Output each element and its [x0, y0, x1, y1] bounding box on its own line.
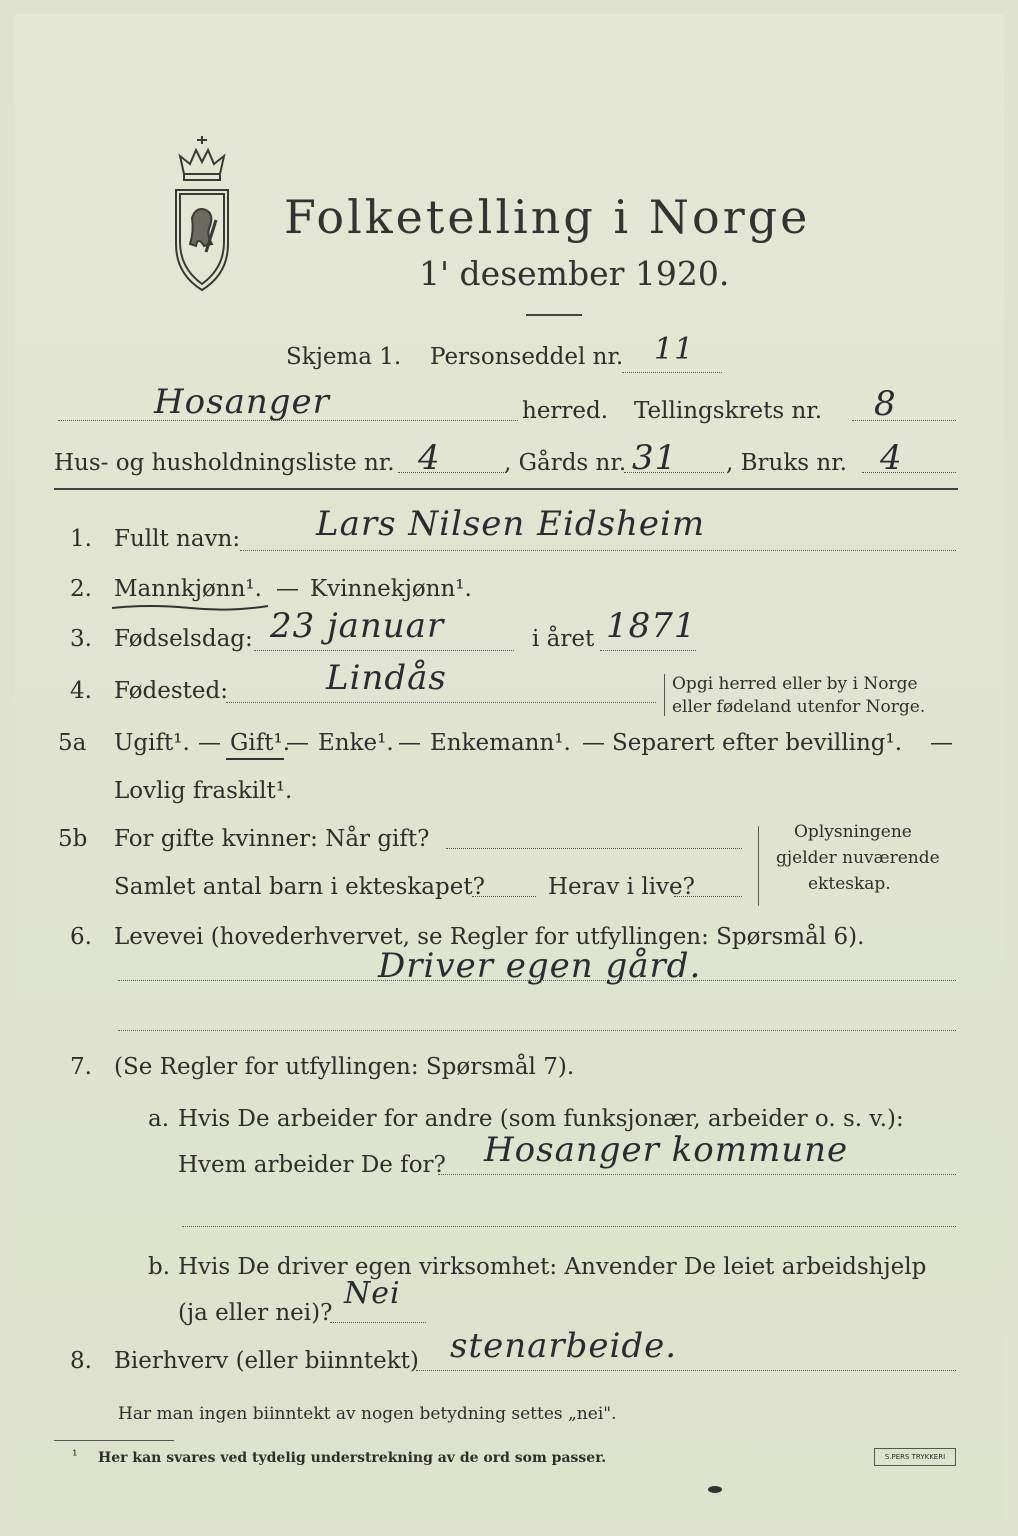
q3-label: Fødselsdag:	[114, 626, 253, 652]
status-separert: Separert efter bevilling¹.	[612, 730, 903, 756]
full-name-value: Lars Nilsen Eidsheim	[316, 504, 706, 544]
q6-label: Levevei (hovederhvervet, se Regler for utfyllingen: Spørsmål 6).	[114, 924, 865, 950]
employer-value: Hosanger kommune	[484, 1130, 849, 1170]
q7b-label-2: (ja eller nei)?	[178, 1300, 333, 1326]
bruks-label: , Bruks nr.	[726, 450, 847, 476]
herred-value: Hosanger	[154, 382, 330, 422]
birthplace-note-bracket	[664, 674, 665, 716]
year-line	[600, 650, 696, 651]
gender-female: Kvinnekjønn¹.	[310, 576, 472, 602]
schema-label: Skjema 1.	[286, 344, 402, 370]
marriage-note-1: Oplysningene	[794, 822, 912, 842]
status-dash-5: —	[930, 730, 953, 756]
marriage-note-3: ekteskap.	[808, 874, 891, 894]
header-rule	[54, 488, 958, 490]
status-dash-1: —	[198, 730, 221, 756]
side-income-value: stenarbeide.	[450, 1326, 678, 1366]
q7b-letter: b.	[148, 1254, 171, 1280]
q1-line	[240, 550, 956, 551]
gender-male: Mannkjønn¹.	[114, 576, 262, 602]
status-gift-underline	[226, 758, 284, 760]
employer-line-2	[182, 1226, 956, 1227]
q4-label: Fødested:	[114, 678, 229, 704]
personseddel-value: 11	[654, 332, 695, 367]
q7a-letter: a.	[148, 1106, 170, 1132]
birthdate-value: 23 januar	[270, 606, 445, 646]
married-when-line	[446, 848, 742, 849]
census-date: 1' desember 1920.	[419, 254, 730, 293]
status-gift: Gift¹.	[230, 730, 291, 756]
hired-help-value: Nei	[344, 1276, 401, 1311]
status-dash-2: —	[286, 730, 309, 756]
children-line	[472, 896, 536, 897]
footnote-mark: ¹	[72, 1448, 78, 1464]
status-enkemann: Enkemann¹.	[430, 730, 571, 756]
q5a-number: 5a	[58, 730, 87, 756]
gards-value: 31	[632, 438, 678, 478]
side-income-line	[416, 1370, 956, 1371]
coat-of-arms-icon	[166, 134, 238, 294]
q2-number: 2.	[70, 576, 92, 602]
printer-stamp: S.PERS TRYKKERI	[874, 1448, 956, 1466]
husliste-value: 4	[418, 438, 441, 478]
birthdate-line	[254, 650, 514, 651]
status-dash-3: —	[398, 730, 421, 756]
marriage-note-bracket	[758, 826, 759, 906]
q5b-label-alive: Herav i live?	[548, 874, 695, 900]
herred-line	[58, 420, 518, 421]
status-ugift: Ugift¹.	[114, 730, 190, 756]
tellingskrets-value: 8	[874, 384, 897, 424]
husliste-label: Hus- og husholdningsliste nr.	[54, 450, 395, 476]
birthplace-value: Lindås	[326, 658, 447, 698]
status-enke: Enke¹.	[318, 730, 394, 756]
q3-number: 3.	[70, 626, 92, 652]
q5b-label-married: For gifte kvinner: Når gift?	[114, 826, 430, 852]
birthplace-line	[226, 702, 656, 703]
tellingskrets-label: Tellingskrets nr.	[634, 398, 823, 424]
q1-number: 1.	[70, 526, 92, 552]
personseddel-label: Personseddel nr.	[430, 344, 624, 370]
q7-number: 7.	[70, 1054, 92, 1080]
footnote-rule	[54, 1440, 174, 1441]
ink-blot	[708, 1486, 722, 1493]
census-form	[14, 14, 1004, 1524]
bruks-line	[862, 472, 956, 473]
q4-number: 4.	[70, 678, 92, 704]
marriage-note-2: gjelder nuværende	[776, 848, 940, 868]
q6-number: 6.	[70, 924, 92, 950]
personseddel-line	[622, 372, 722, 373]
birthplace-note-1: Opgi herred eller by i Norge	[672, 674, 918, 694]
birth-year-value: 1871	[606, 606, 697, 646]
form-title: Folketelling i Norge	[284, 190, 811, 244]
q8-number: 8.	[70, 1348, 92, 1374]
year-label: i året	[532, 626, 595, 652]
hired-help-line	[330, 1322, 426, 1323]
q1-label: Fullt navn:	[114, 526, 241, 552]
status-dash-4: —	[582, 730, 605, 756]
status-fraskilt: Lovlig fraskilt¹.	[114, 778, 293, 804]
alive-line	[674, 896, 742, 897]
footer-note: Har man ingen biinntekt av nogen betydning settes „nei".	[118, 1404, 617, 1424]
husliste-line	[398, 472, 506, 473]
occupation-line-2	[118, 1030, 956, 1031]
occupation-value: Driver egen gård.	[378, 946, 702, 986]
tellingskrets-line	[852, 420, 956, 421]
q5b-number: 5b	[58, 826, 88, 852]
q8-label: Bierhverv (eller biinntekt)	[114, 1348, 419, 1374]
gender-male-underline	[110, 602, 270, 614]
occupation-line-1	[118, 980, 956, 981]
birthplace-note-2: eller fødeland utenfor Norge.	[672, 697, 926, 717]
bruks-value: 4	[880, 438, 903, 478]
q7-label: (Se Regler for utfyllingen: Spørsmål 7).	[114, 1054, 575, 1080]
q7a-label-1: Hvis De arbeider for andre (som funksjonær, arbeider o. s. v.):	[178, 1106, 904, 1132]
q7a-label-2: Hvem arbeider De for?	[178, 1152, 446, 1178]
gards-label: , Gårds nr.	[504, 450, 627, 476]
employer-line	[438, 1174, 956, 1175]
herred-label: herred.	[522, 398, 609, 424]
q5b-label-children: Samlet antal barn i ekteskapet?	[114, 874, 485, 900]
gender-separator: —	[276, 576, 299, 602]
title-divider	[526, 314, 582, 316]
q7b-label-1: Hvis De driver egen virksomhet: Anvender De leiet arbeidshjelp	[178, 1254, 927, 1280]
footnote-text: Her kan svares ved tydelig understrekning av de ord som passer.	[98, 1450, 607, 1466]
